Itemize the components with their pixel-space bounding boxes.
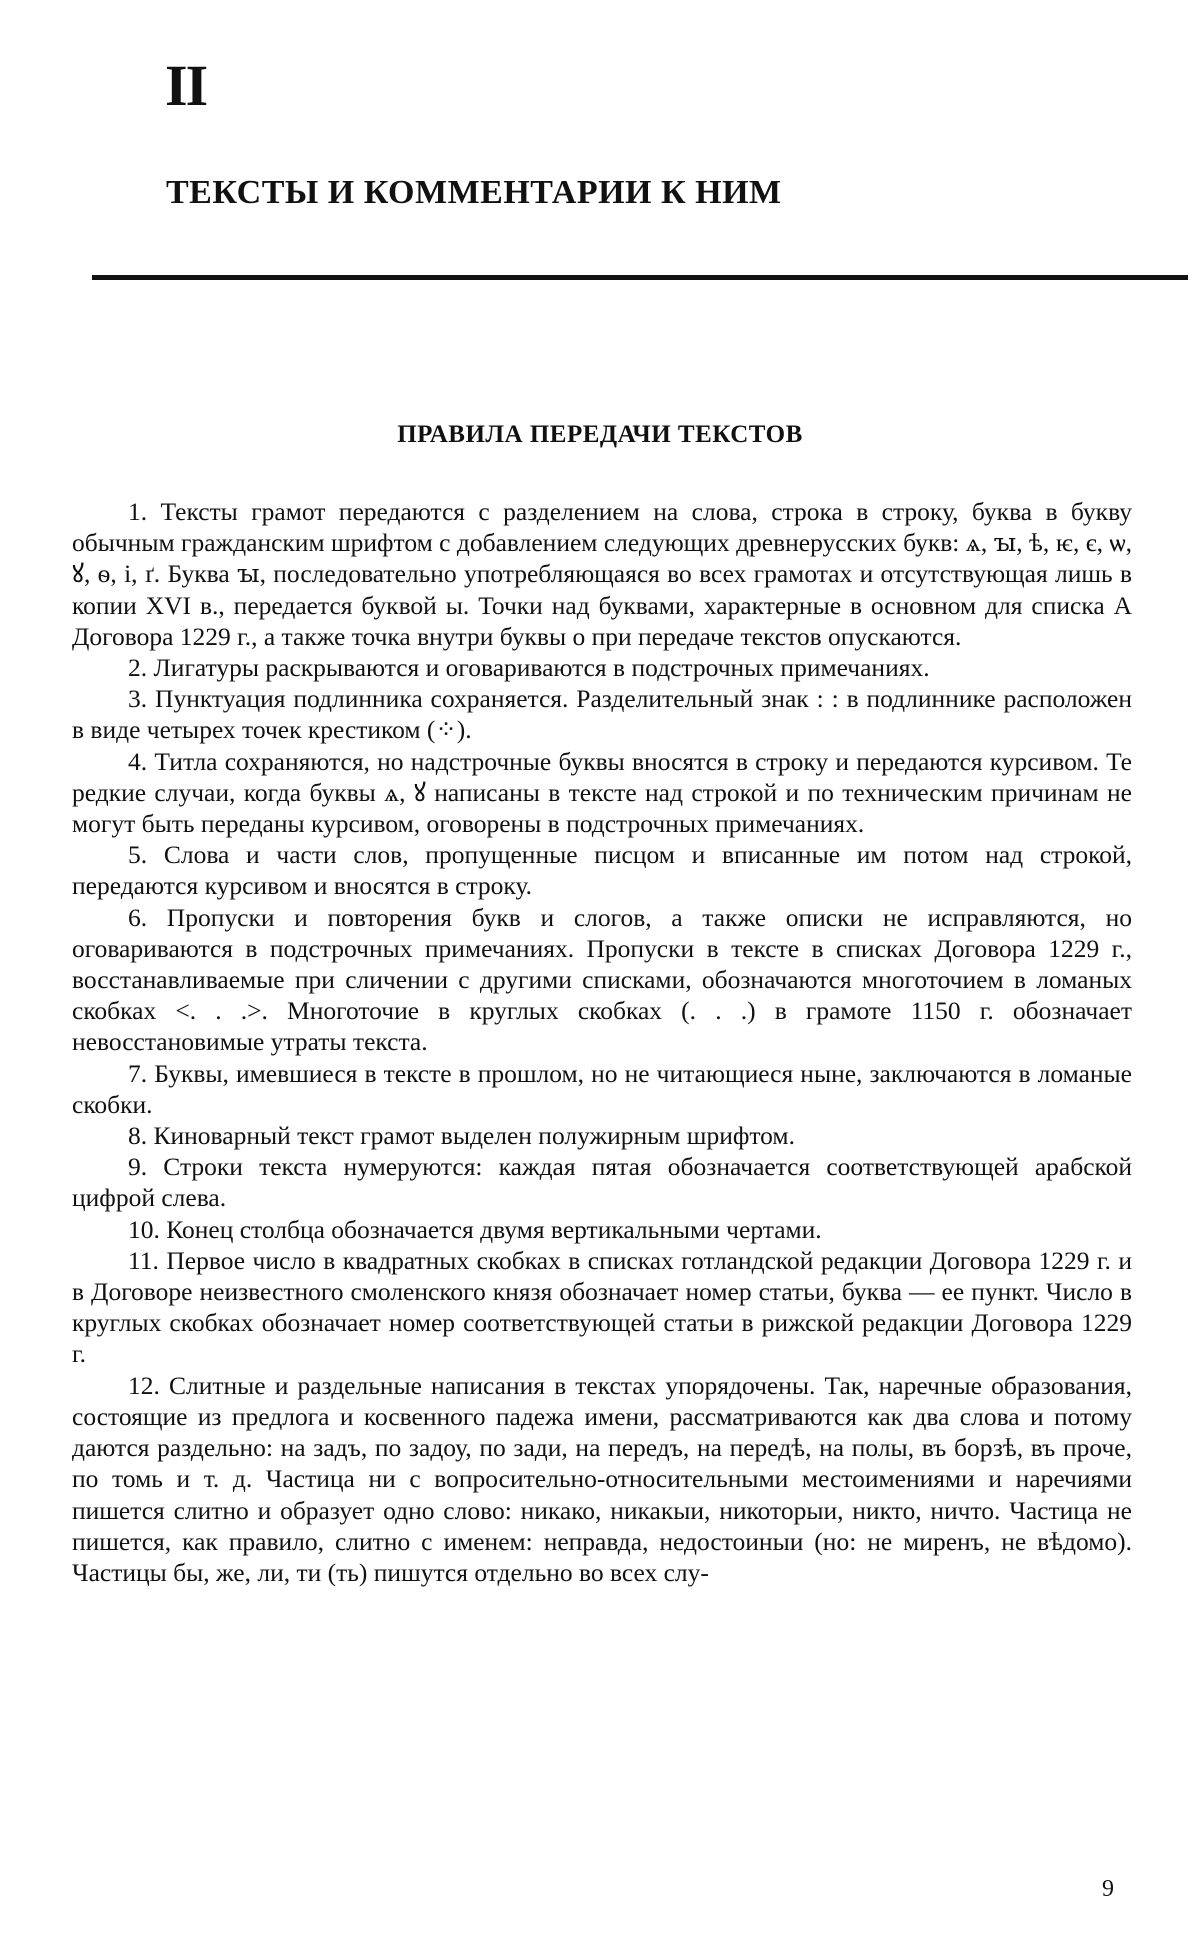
rule-paragraph-5: 5. Слова и части слов, пропущенные писцом и вписанные им потом над строкой, передаются курсивом и вносятся в строку. <box>72 840 1132 901</box>
rule-paragraph-1: 1. Тексты грамот передаются с разделением на слова, строка в строку, буква в букву обычным гражданским шрифтом с добавлением следующих древнерусских букв: ѧ, ꙑ, ѣ, ѥ, є, ѡ, ꙋ, ѳ, і, ґ. Буква ꙑ, последовательно употребляющаяся во всех грамотах и отсутствующая лишь в копии XVI в., передается буквой ы. Точки над буквами, характерные в основном для списка А Договора 1229 г., а также точка внутри буквы о при передаче текстов опускаются. <box>72 497 1132 651</box>
rule-paragraph-6: 6. Пропуски и повторения букв и слогов, а также описки не исправляются, но оговариваются в подстрочных примечаниях. Пропуски в тексте в списках Договора 1229 г., восстанавливаемые при сличении с другими списками, обозначаются многоточием в ломаных скобках <. . .>. Многоточие в круглых скобках (. . .) в грамоте 1150 г. обозначает невосстановимые утраты текста. <box>72 902 1132 1057</box>
rule-paragraph-10: 10. Конец столбца обозначается двумя вертикальными чертами. <box>128 1214 822 1244</box>
page-number: 9 <box>1102 1876 1114 1902</box>
rules-list <box>72 496 1132 1588</box>
rule-paragraph-8: 8. Киноварный текст грамот выделен полужирным шрифтом. <box>128 1121 795 1151</box>
rule-paragraph-11: 11. Первое число в квадратных скобках в списках готландской редакции Договора 1229 г. и в Договоре неизвестного смоленского князя обозначает номер статьи, буква — ее пункт. Число в круглых скобках обозначает номер соответствующей статьи в рижской редакции Договора 1229 г. <box>72 1245 1132 1369</box>
rule-paragraph-9: 9. Строки текста нумеруются: каждая пятая обозначается соответствующей арабской цифрой слева. <box>72 1152 1132 1213</box>
section-title: ПРАВИЛА ПЕРЕДАЧИ ТЕКСТОВ <box>397 421 803 448</box>
horizontal-rule <box>92 275 1188 280</box>
rule-paragraph-2: 2. Лигатуры раскрываются и оговариваются в подстрочных примечаниях. <box>128 653 930 683</box>
rule-paragraph-3: 3. Пунктуация подлинника сохраняется. Разделительный знак : : в подлиннике расположен в виде четырех точек крестиком (⁘). <box>72 684 1132 745</box>
part-title: ТЕКСТЫ И КОММЕНТАРИИ К НИМ <box>166 174 782 211</box>
part-number: II <box>165 53 207 118</box>
rule-paragraph-4: 4. Титла сохраняются, но надстрочные буквы вносятся в строку и передаются курсивом. Те редкие случаи, когда буквы ѧ, ꙋ написаны в тексте над строкой и по техническим причинам не могут быть переданы курсивом, оговорены в подстрочных примечаниях. <box>72 746 1132 839</box>
rule-paragraph-12: 12. Слитные и раздельные написания в текстах упорядочены. Так, наречные образования, состоящие из предлога и косвенного падежа имени, рассматриваются как два слова и потому даются раздельно: на задъ, по задоу, по зади, на передъ, на передѣ, на полы, въ борзѣ, въ проче, по томь и т. д. Частица ни с вопросительно-относительными местоимениями и наречиями пишется слитно и образует одно слово: никако, никакыи, никоторыи, никто, ничто. Частица не пишется, как правило, слитно с именем: неправда, недостоиныи (но: не миренъ, не вѣдомо). Частицы бы, же, ли, ти (ть) пишутся отдельно во всех слу- <box>72 1370 1132 1587</box>
rule-paragraph-7: 7. Буквы, имевшиеся в тексте в прошлом, но не читающиеся ныне, заключаются в ломаные скобки. <box>72 1058 1132 1119</box>
